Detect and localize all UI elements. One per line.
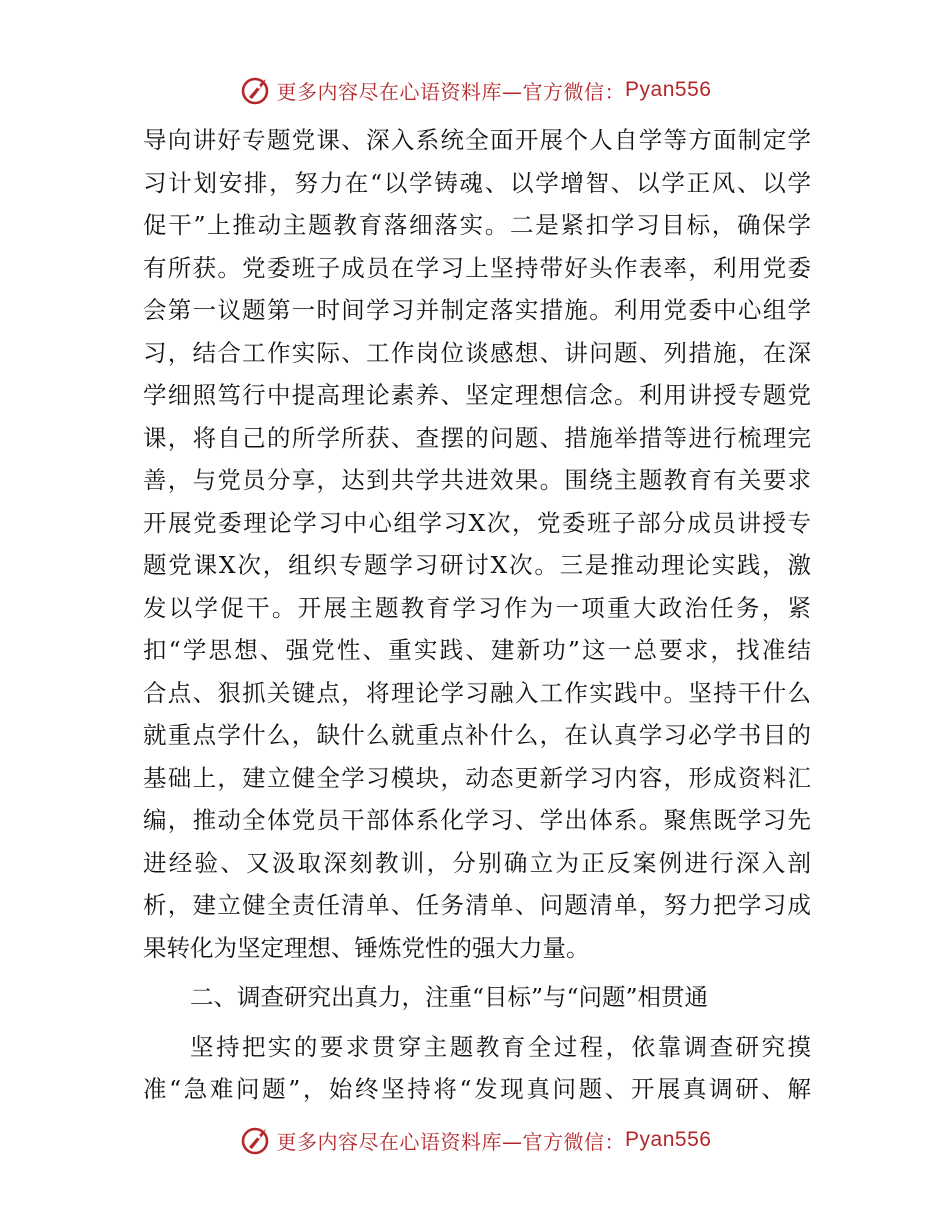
text-line: 会第一议题第一时间学习并制定落实措施。利用党委中心组学 [143, 296, 811, 324]
header-watermark [0, 70, 950, 110]
text-line: 题党课X次，组织专题学习研讨X次。三是推动理论实践，激 [143, 551, 811, 579]
header-text: 更多内容尽在心语资料库—官方微信： [276, 79, 626, 104]
footer-id: Pyan556 [625, 1128, 712, 1151]
text-line: 善，与党员分享，达到共学共进效果。围绕主题教育有关要求 [143, 466, 811, 494]
pen-nib-logo-icon [239, 73, 273, 107]
paragraph-1 [143, 119, 811, 969]
section-heading: 二、调查研究出真力，注重“目标”与“问题”相贯通 [190, 983, 709, 1011]
text-line: 基础上，建立健全学习模块，动态更新学习内容，形成资料汇 [143, 763, 811, 792]
text-line: 合点、狠抓关键点，将理论学习融入工作实践中。坚持干什么 [143, 678, 811, 707]
text-line: 开展党委理论学习中心组学习X次，党委班子部分成员讲授专 [143, 508, 811, 537]
text-line: 编，推动全体党员干部体系化学习、学出体系。聚焦既学习先 [143, 806, 811, 834]
text-line: 进经验、又汲取深刻教训，分别确立为正反案例进行深入剖 [143, 848, 811, 877]
text-line: 导向讲好专题党课、深入系统全面开展个人自学等方面制定学 [143, 126, 811, 154]
text-line: 发以学促干。开展主题教育学习作为一项重大政治任务，紧 [143, 593, 811, 622]
text-line: 析，建立健全责任清单、任务清单、问题清单，努力把学习成 [143, 891, 811, 919]
footer-text: 更多内容尽在心语资料库—官方微信： [276, 1129, 626, 1154]
text-line: 习计划安排，努力在“以学铸魂、以学增智、以学正风、以学 [143, 168, 811, 197]
text-line: 准“急难问题”，始终坚持将“发现真问题、开展真调研、解 [143, 1075, 811, 1103]
text-line: 扣“学思想、强党性、重实践、建新功”这一总要求，找准结 [143, 636, 811, 664]
text-line: 有所获。党委班子成员在学习上坚持带好头作表率，利用党委 [143, 253, 811, 282]
footer-watermark [0, 1120, 950, 1160]
text-line: 习，结合工作实际、工作岗位谈感想、讲问题、列措施，在深 [143, 338, 811, 367]
pen-nib-logo-icon [239, 1123, 273, 1157]
text-line: 坚持把实的要求贯穿主题教育全过程，依靠调查研究摸 [190, 1032, 811, 1061]
text-line: 促干”上推动主题教育落细落实。二是紧扣学习目标，确保学 [143, 211, 811, 239]
text-line: 果转化为坚定理想、锤炼党性的强大力量。 [143, 933, 590, 962]
paragraph-2 [143, 1026, 811, 1111]
text-line: 学细照笃行中提高理论素养、坚定理想信念。利用讲授专题党 [143, 381, 811, 409]
text-line: 就重点学什么，缺什么就重点补什么，在认真学习必学书目的 [143, 721, 811, 749]
text-line: 课，将自己的所学所获、查摆的问题、措施举措等进行梳理完 [143, 423, 811, 452]
header-id: Pyan556 [625, 78, 712, 101]
document-body [143, 119, 811, 1111]
